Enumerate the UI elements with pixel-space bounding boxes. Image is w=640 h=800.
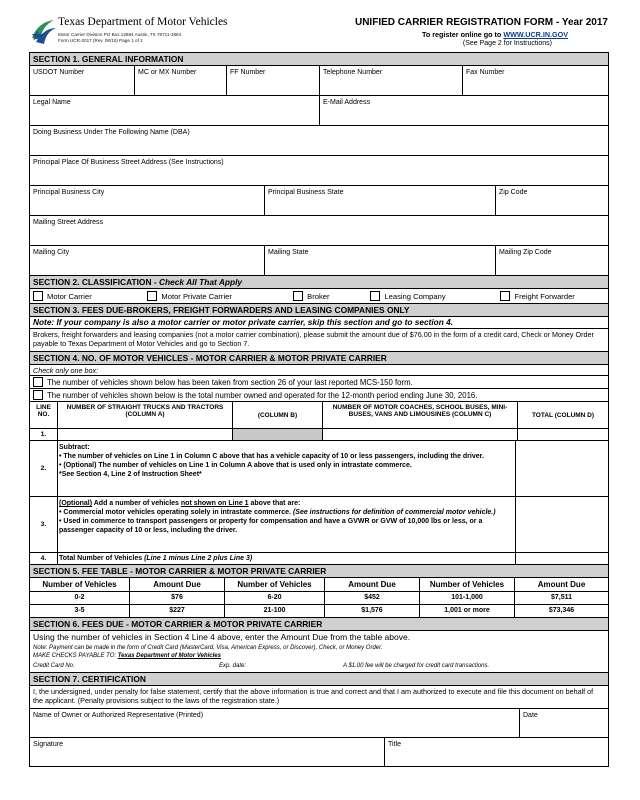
checkbox-icon: [500, 291, 510, 301]
classification-options: [30, 289, 608, 304]
date-field[interactable]: Date: [523, 712, 538, 719]
checkbox-icon: [293, 291, 303, 301]
exp-date-field[interactable]: Exp. date:: [219, 663, 247, 669]
section-3-title: SECTION 3. FEES DUE-BROKERS, FREIGHT FORWARDERS AND LEASING COMPANIES ONLY: [30, 304, 608, 317]
mail-city-field[interactable]: Mailing City: [30, 246, 265, 275]
mc-field[interactable]: MC or MX Number: [135, 66, 227, 95]
check-one-note: Check only one box:: [30, 365, 608, 376]
section-2-title: SECTION 2. CLASSIFICATION - Check All That Apply: [30, 276, 608, 289]
section-5-title: SECTION 5. FEE TABLE - MOTOR CARRIER & MOTOR PRIVATE CARRIER: [30, 565, 608, 578]
agency-address: Motor Carrier Division PO Box 12884 Austin, TX 78711-2884 Form UCR-2017 (Rev. 08/16) Page 1 of 2: [58, 32, 182, 43]
signature-field[interactable]: Signature: [30, 738, 385, 766]
fee-table-header: Number of Vehicles Amount Due Number of Vehicles Amount Due Number of Vehicles Amount Due: [30, 578, 608, 592]
payment-note: Note: Payment can be made in the form of Credit Card (MasterCard, Visa, American Express, or Discover), Check, or Money Order.: [33, 645, 383, 651]
title-field[interactable]: Title: [388, 741, 401, 748]
credit-card-row: [30, 660, 608, 673]
checkbox-icon: [33, 291, 43, 301]
zip-field[interactable]: Zip Code: [499, 189, 528, 196]
email-field[interactable]: E-Mail Address: [323, 99, 371, 106]
line4-col-d[interactable]: [516, 553, 606, 564]
section-1-title: SECTION 1. GENERAL INFORMATION: [30, 53, 608, 66]
texas-star-logo-icon: [28, 16, 58, 46]
mail-state-field[interactable]: Mailing State: [265, 246, 496, 275]
ucr-link[interactable]: WWW.UCR.IN.GOV: [503, 30, 568, 39]
usdot-field[interactable]: USDOT Number: [30, 66, 135, 95]
street-field[interactable]: Principal Place Of Business Street Address (See Instructions): [33, 159, 224, 166]
see-page-note: (See Page 2 for Instructions): [462, 40, 552, 47]
line1-col-d[interactable]: [518, 429, 608, 440]
line2-col-d[interactable]: [516, 441, 606, 496]
mail-street-field[interactable]: Mailing Street Address: [33, 219, 104, 226]
option-12-month[interactable]: The number of vehicles shown below is the total number owned and operated for the 12-month period ending June 30, 2016.: [30, 389, 608, 402]
register-online: To register online go to WWW.UCR.IN.GOV: [421, 30, 568, 39]
form-title: UNIFIED CARRIER REGISTRATION FORM - Year 2017: [354, 17, 608, 28]
phone-field[interactable]: Telephone Number: [320, 66, 463, 95]
line1-col-c[interactable]: [323, 429, 518, 440]
credit-card-field[interactable]: Credit Card No.: [33, 663, 75, 669]
ff-field[interactable]: FF Number: [227, 66, 320, 95]
city-field[interactable]: Principal Business City: [30, 186, 265, 215]
fee-table-row: 0-2 $76 6-20 $452 101-1,000 $7,511: [30, 592, 608, 605]
vehicle-line-1: 1.: [30, 429, 608, 441]
vehicle-line-3: 3. (Optional) Add a number of vehicles not shown on Line 1 above that are: • Commercial motor vehicles operating solely in intrastate commerce. (See instructions for definition of commercial motor vehicle.) • Used in commerce to transport passengers or property for compensation and have a GVWR or GVW of 10,000 lbs or less, or a passenger capacity of 10 or less, including the driver.: [30, 497, 608, 553]
checkbox-icon: [147, 291, 157, 301]
certification-text: I, the undersigned, under penalty for false statement, certify that the above information is true and correct and that I am authorized to execute and file this document on behalf of the applicant. (Penalty provisions subject to the laws of the registration state.): [30, 686, 608, 709]
vehicle-line-2: 2. Subtract: • The number of vehicles on Line 1 in Column C above that has a vehicle capacity of 10 or less passengers, including the driver. • (Optional) The number of vehicles on Line 1 in Column A above that is used only in intrastate commerce. *See Section 4, Line 2 of Instruction Sheet*: [30, 441, 608, 497]
option-broker[interactable]: Broker: [290, 291, 367, 301]
line3-col-d[interactable]: [516, 497, 606, 552]
mail-zip-field[interactable]: Mailing Zip Code: [499, 249, 552, 256]
checkbox-icon: [370, 291, 380, 301]
section-6-text: Using the number of vehicles in Section 4 Line 4 above, enter the Amount Due from the table above.: [33, 632, 411, 642]
state-field[interactable]: Principal Business State: [265, 186, 496, 215]
option-motor-carrier[interactable]: Motor Carrier: [30, 291, 144, 301]
vehicle-line-4: 4. Total Number of Vehicles (Line 1 minus Line 2 plus Line 3): [30, 553, 608, 565]
option-freight-forwarder[interactable]: Freight Forwarder: [497, 291, 608, 301]
option-mcs150[interactable]: The number of vehicles shown below has been taken from section 26 of your last reported MCS-150 form.: [30, 376, 608, 389]
dba-field[interactable]: Doing Business Under The Following Name (DBA): [33, 129, 190, 136]
legal-name-field[interactable]: Legal Name: [30, 96, 320, 125]
checks-payable: MAKE CHECKS PAYABLE TO: Texas Department of Motor Vehicles: [33, 653, 221, 659]
section-3-note: Note: If your company is also a motor carrier or motor private carrier, skip this section and go to section 4.: [30, 317, 608, 329]
checkbox-icon: [33, 377, 43, 387]
section-3-text: Brokers, freight forwarders and leasing companies (not a motor carrier combination), please submit the amount due of $76.00 in the form of a credit card, Check or Money Order payable to Texas Department of Motor Vehicles and go to Section 7.: [30, 329, 608, 352]
vehicle-table-header: LINE NO. NUMBER OF STRAIGHT TRUCKS AND TRACTORS (COLUMN A) (COLUMN B) NUMBER OF MOTOR COACHES, SCHOOL BUSES, MINI-BUSES, VANS AND LIMOUSINES (COLUMN C) TOTAL (COLUMN D): [30, 402, 608, 429]
fee-table-row: 3-5 $227 21-100 $1,576 1,001 or more $73,346: [30, 605, 608, 618]
option-private-carrier[interactable]: Motor Private Carrier: [144, 291, 290, 301]
section-4-title: SECTION 4. NO. OF MOTOR VEHICLES - MOTOR CARRIER & MOTOR PRIVATE CARRIER: [30, 352, 608, 365]
printed-name-field[interactable]: Name of Owner or Authorized Representative (Printed): [30, 709, 520, 737]
option-leasing[interactable]: Leasing Company: [367, 291, 497, 301]
form-header: [0, 0, 640, 52]
section-7-title: SECTION 7. CERTIFICATION: [30, 673, 608, 686]
section-6-title: SECTION 6. FEES DUE - MOTOR CARRIER & MOTOR PRIVATE CARRIER: [30, 618, 608, 631]
ucr-form: [29, 52, 609, 767]
line1-col-a[interactable]: [58, 429, 233, 440]
fax-field[interactable]: Fax Number: [466, 69, 505, 76]
card-fee-note: A $1.00 fee will be charged for credit card transactions.: [343, 663, 490, 669]
agency-name: Texas Department of Motor Vehicles: [58, 16, 228, 28]
checkbox-icon: [33, 390, 43, 400]
line1-col-b: [233, 429, 323, 440]
